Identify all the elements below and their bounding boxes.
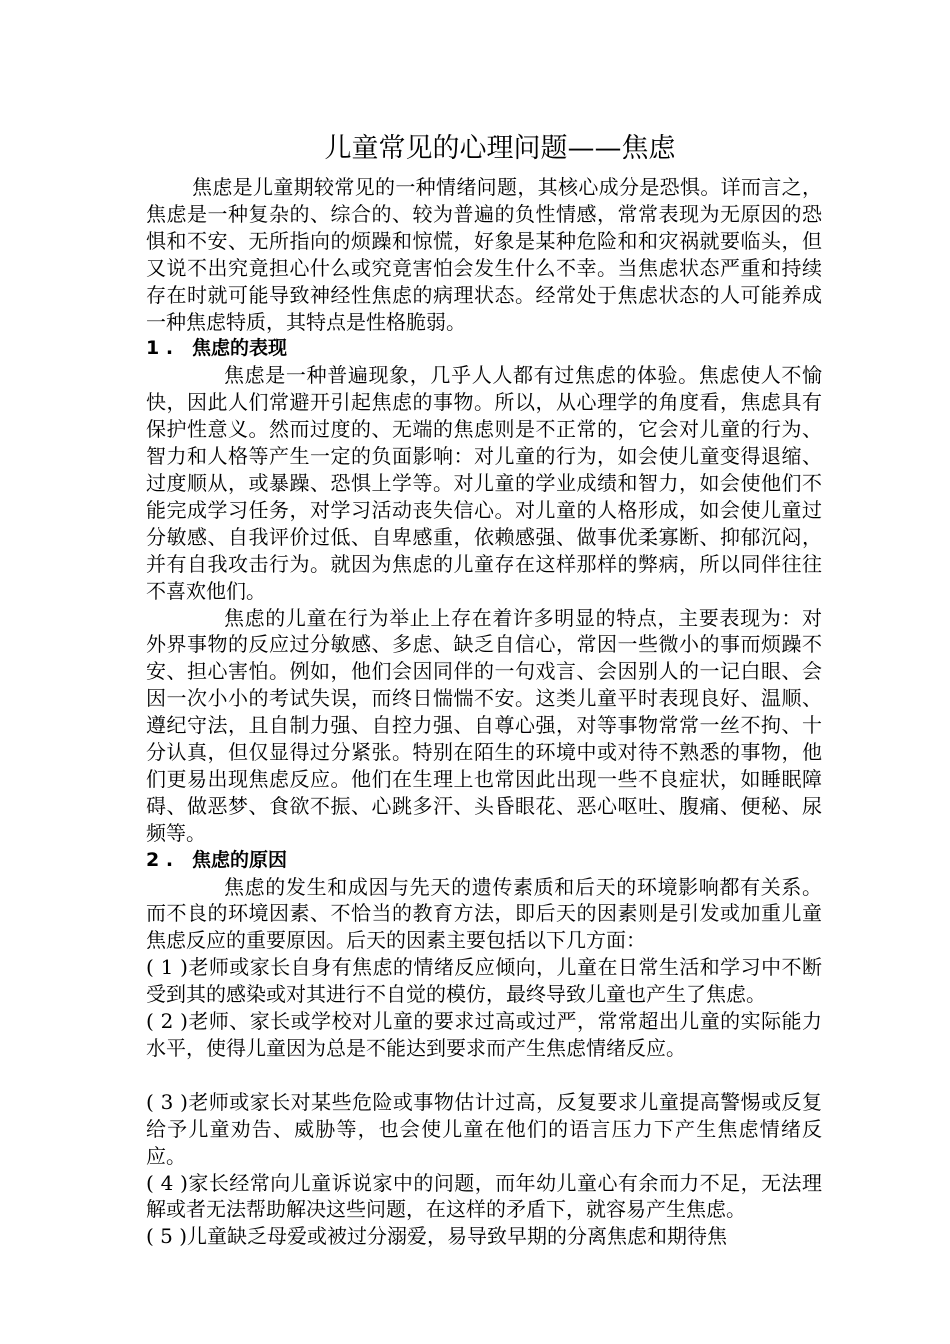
section-2-heading bbox=[146, 847, 822, 874]
intro-paragraph: 焦虑是儿童期较常见的一种情绪问题，其核心成分是恐惧。详而言之，焦虑是一种复杂的、综合的、较为普遍的负性情感，常常表现为无原因的恐惧和不安、无所指向的烦躁和惊慌，好象是某种危险和和灾祸就要临头，但又说不出究竟担心什么或究竟害怕会发生什么不幸。当焦虑状态严重和持续存在时就可能导致神经性焦虑的病理状态。经常处于焦虑状态的人可能养成一种焦虑特质，其特点是性格脆弱。 bbox=[146, 175, 822, 334]
cause-item-1: ( 1 )老师或家长自身有焦虑的情绪反应倾向，儿童在日常生活和学习中不断受到其的感染或对其进行不自觉的模仿，最终导致儿童也产生了焦虑。 bbox=[146, 955, 822, 1007]
section-1-paragraph-1: 焦虑是一种普遍现象，几乎人人都有过焦虑的体验。焦虑使人不愉快，因此人们常避开引起焦虑的事物。所以，从心理学的角度看，焦虑具有保护性意义。然而过度的、无端的焦虑则是不正常的，它会对儿童的行为、智力和人格等产生一定的负面影响：对儿童的行为，如会使儿童变得退缩、过度顺从，或暴躁、恐惧上学等。对儿童的学业成绩和智力，如会使他们不能完成学习任务，对学习活动丧失信心。对儿童的人格形成，如会使儿童过分敏感、自我评价过低、自卑感重，依赖感强、做事优柔寡断、抑郁沉闷，并有自我攻击行为。就因为焦虑的儿童存在这样那样的弊病，所以同伴往往不喜欢他们。 bbox=[146, 363, 822, 603]
cause-item-2: ( 2 )老师、家长或学校对儿童的要求过高或过严，常常超出儿童的实际能力水平，使得儿童因为总是不能达到要求而产生焦虑情绪反应。 bbox=[146, 1009, 822, 1060]
cause-item-4: ( 4 )家长经常向儿童诉说家中的问题，而年幼儿童心有余而力不足，无法理解或者无法帮助解决这些问题，在这样的矛盾下，就容易产生焦虑。 bbox=[146, 1170, 822, 1222]
section-1-paragraph-2: 焦虑的儿童在行为举止上存在着许多明显的特点，主要表现为：对外界事物的反应过分敏感、多虑、缺乏自信心，常因一些微小的事而烦躁不安、担心害怕。例如，他们会因同伴的一句戏言、会因别人的一记白眼、会因一次小小的考试失误，而终日惴惴不安。这类儿童平时表现良好、温顺、遵纪守法，且自制力强、自控力强、自尊心强，对等事物常常一丝不拘、十分认真，但仅显得过分紧张。特别在陌生的环境中或对待不熟悉的事物，他们更易出现焦虑反应。他们在生理上也常因此出现一些不良症状，如睡眠障碍、做恶梦、食欲不振、心跳多汗、头昏眼花、恶心呕吐、腹痛、便秘、尿频等。 bbox=[146, 605, 822, 845]
cause-item-3: ( 3 )老师或家长对某些危险或事物估计过高，反复要求儿童提高警惕或反复给予儿童劝告、威胁等，也会使儿童在他们的语言压力下产生焦虑情绪反应。 bbox=[146, 1089, 822, 1168]
section-1-heading bbox=[146, 335, 822, 362]
document-body bbox=[146, 174, 822, 1250]
section-2-paragraph: 焦虑的发生和成因与先天的遗传素质和后天的环境影响都有关系。而不良的环境因素、不恰当的教育方法，即后天的因素则是引发或加重儿童焦虑反应的重要原因。后天的因素主要包括以下几方面： bbox=[146, 874, 822, 953]
section-1-title: 焦虑的表现 bbox=[192, 337, 288, 360]
section-2-title: 焦虑的原因 bbox=[192, 848, 288, 871]
section-2-number: 2 . bbox=[146, 848, 174, 871]
section-1-number: 1 . bbox=[146, 337, 174, 360]
blank-line bbox=[146, 1062, 822, 1089]
cause-item-5: ( 5 )儿童缺乏母爱或被过分溺爱，易导致早期的分离焦虑和期待焦 bbox=[146, 1224, 728, 1249]
document-title: 儿童常见的心理问题——焦虑 bbox=[324, 133, 676, 164]
